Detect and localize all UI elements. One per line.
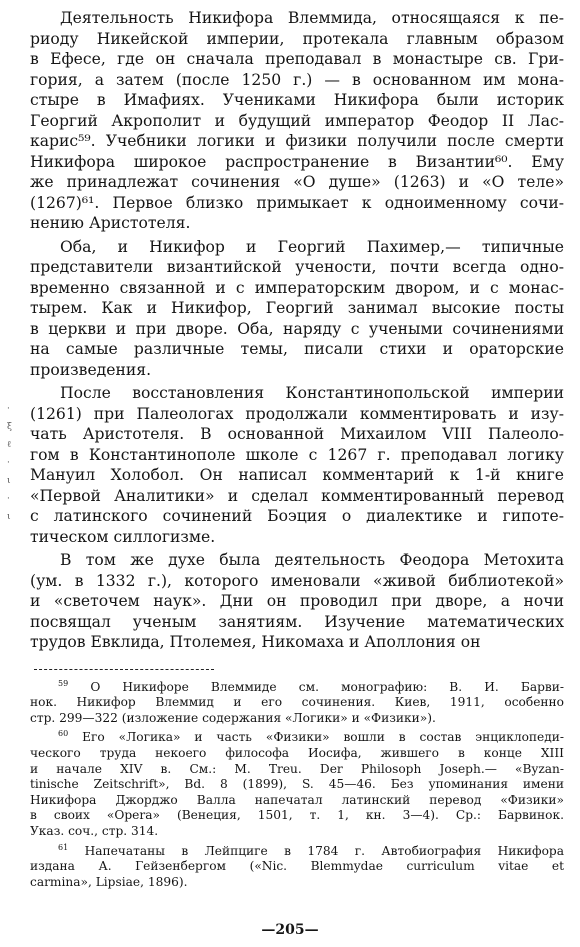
footnote-line: стр. 299—322 (изложение содержания «Логики» и «Физики»). — [30, 710, 436, 725]
text-line: В том же духе была деятельность Феодора Метохита — [60, 551, 564, 569]
footnote-text: Его «Логика» и часть «Физики» вошли в состав энциклопеди- — [82, 730, 564, 745]
margin-marks — [7, 400, 17, 526]
footnote-line: нок. Никифор Влеммид и его сочинения. Киев, 1911, особенно — [30, 695, 564, 710]
footnote — [30, 726, 564, 839]
footnote-line: издана А. Гейзенбергом («Nic. Blemmydae curriculum vitae et — [30, 859, 564, 874]
footnote-mark: 59 — [58, 678, 69, 688]
footnote-line — [30, 676, 564, 696]
text-line: гом в Константинополе школе с 1267 г. преподавал логику — [30, 445, 564, 464]
text-line: произведения. — [30, 360, 152, 379]
text-line: стыре в Имафиях. Учениками Никифора были историк — [30, 91, 564, 109]
footnote-line: Никифора Джорджо Валла напечатал латинский перевод «Физики» — [30, 792, 564, 807]
footnote-line: tinische Zeitschrift», Bd. 8 (1899), S. 45—46. Без упоминания имени — [30, 777, 564, 792]
margin-mark: · — [7, 404, 10, 414]
footnote — [30, 676, 564, 727]
text-line: в Ефесе, где он сначала преподавал в монастыре св. Гри- — [30, 50, 564, 68]
footnote-line: carmina», Lipsiae, 1896). — [30, 874, 188, 889]
footnotes — [30, 676, 564, 891]
text-line: нению Аристотеля. — [30, 214, 191, 232]
text-line: риоду Никейской империи, протекала главным образом — [30, 29, 564, 48]
page-content — [30, 8, 564, 890]
text-line: Никифора широкое распространение в Византии⁶⁰. Ему — [30, 152, 564, 171]
footnote-text: О Никифоре Влеммиде см. монографию: В. И. Барви- — [90, 679, 564, 694]
text-line: карис⁵⁹. Учебники логики и физики получили после смерти — [30, 132, 564, 150]
footnote-separator — [34, 669, 214, 670]
text-line: в церкви и при дворе. Оба, наряду с учеными сочинениями — [30, 319, 564, 338]
margin-mark: ξ — [7, 422, 12, 432]
text-line: Оба, и Никифор и Георгий Пахимер,— типичные — [60, 237, 564, 256]
text-line: посвящал ученым занятиям. Изучение математических — [30, 612, 564, 631]
text-line: тическом силлогизме. — [30, 527, 216, 546]
footnote-line: и начале XIV в. См.: M. Treu. Der Philosoph Joseph.— «Byzan- — [30, 761, 564, 776]
margin-mark: ι — [7, 512, 11, 522]
text-line: (1261) при Палеологах продолжали комментировать и изу- — [30, 404, 564, 423]
footnote-mark: 60 — [58, 729, 69, 739]
footnote — [30, 840, 564, 891]
text-line: После восстановления Константинопольской империи — [60, 384, 564, 402]
text-line: Деятельность Никифора Влеммида, относящаяся к пе- — [60, 9, 564, 27]
paragraph — [30, 237, 564, 381]
text-line: временно связанной и с императорским двором, и с монас- — [30, 278, 564, 297]
text-line: с латинского сочинений Боэция о диалектике и гипоте- — [30, 507, 564, 525]
text-line: Георгий Акрополит и будущий император Феодор II Лас- — [30, 111, 564, 130]
text-line: представители византийской учености, почти всегда одно- — [30, 258, 564, 276]
margin-mark: ι — [7, 476, 11, 486]
margin-mark: · — [7, 494, 10, 504]
paragraph — [30, 550, 564, 653]
page-number: —205— — [261, 922, 319, 938]
text-line: Мануил Холобол. Он написал комментарий к 1-й книге — [30, 466, 564, 484]
text-line: «Первой Аналитики» и сделал комментированный перевод — [30, 486, 564, 505]
footnote-line: в своих «Opera» (Венеция, 1501, т. 1, кн. 3—4). Ср.: Барвинок. — [30, 808, 564, 823]
paragraph — [30, 8, 564, 234]
margin-mark: ℓ — [7, 440, 12, 450]
text-line: на самые различные темы, писали стихи и ораторские — [30, 340, 564, 358]
text-line: гория, а затем (после 1250 г.) — в основанном им мона- — [30, 70, 564, 89]
text-line: же принадлежат сочинения «О душе» (1263) и «О теле» — [30, 173, 564, 191]
footnote-text: Напечатаны в Лейпциге в 1784 г. Автобиография Никифора — [84, 843, 564, 858]
footnote-line: ческого труда некоего философа Иосифа, жившего в конце XIII — [30, 746, 564, 760]
text-line: (1267)⁶¹. Первое близко примыкает к одноименному сочи- — [30, 193, 564, 212]
text-line: (ум. в 1332 г.), которого именовали «живой библиотекой» — [30, 571, 564, 590]
text-line: трудов Евклида, Птолемея, Никомаха и Аполлония он — [30, 633, 481, 651]
footnote-mark: 61 — [58, 842, 69, 852]
footnote-line — [30, 840, 564, 860]
text-line: чать Аристотеля. В основанной Михаилом VIII Палеоло- — [30, 425, 564, 443]
footnote-line: Указ. соч., стр. 314. — [30, 823, 159, 838]
footnote-line — [30, 726, 564, 746]
margin-mark: · — [7, 458, 10, 468]
paragraph — [30, 383, 564, 547]
body-text — [30, 8, 564, 653]
text-line: и «светочем наук». Дни он проводил при дворе, а ночи — [30, 592, 564, 610]
text-line: тырем. Как и Никифор, Георгий занимал высокие посты — [30, 299, 564, 317]
